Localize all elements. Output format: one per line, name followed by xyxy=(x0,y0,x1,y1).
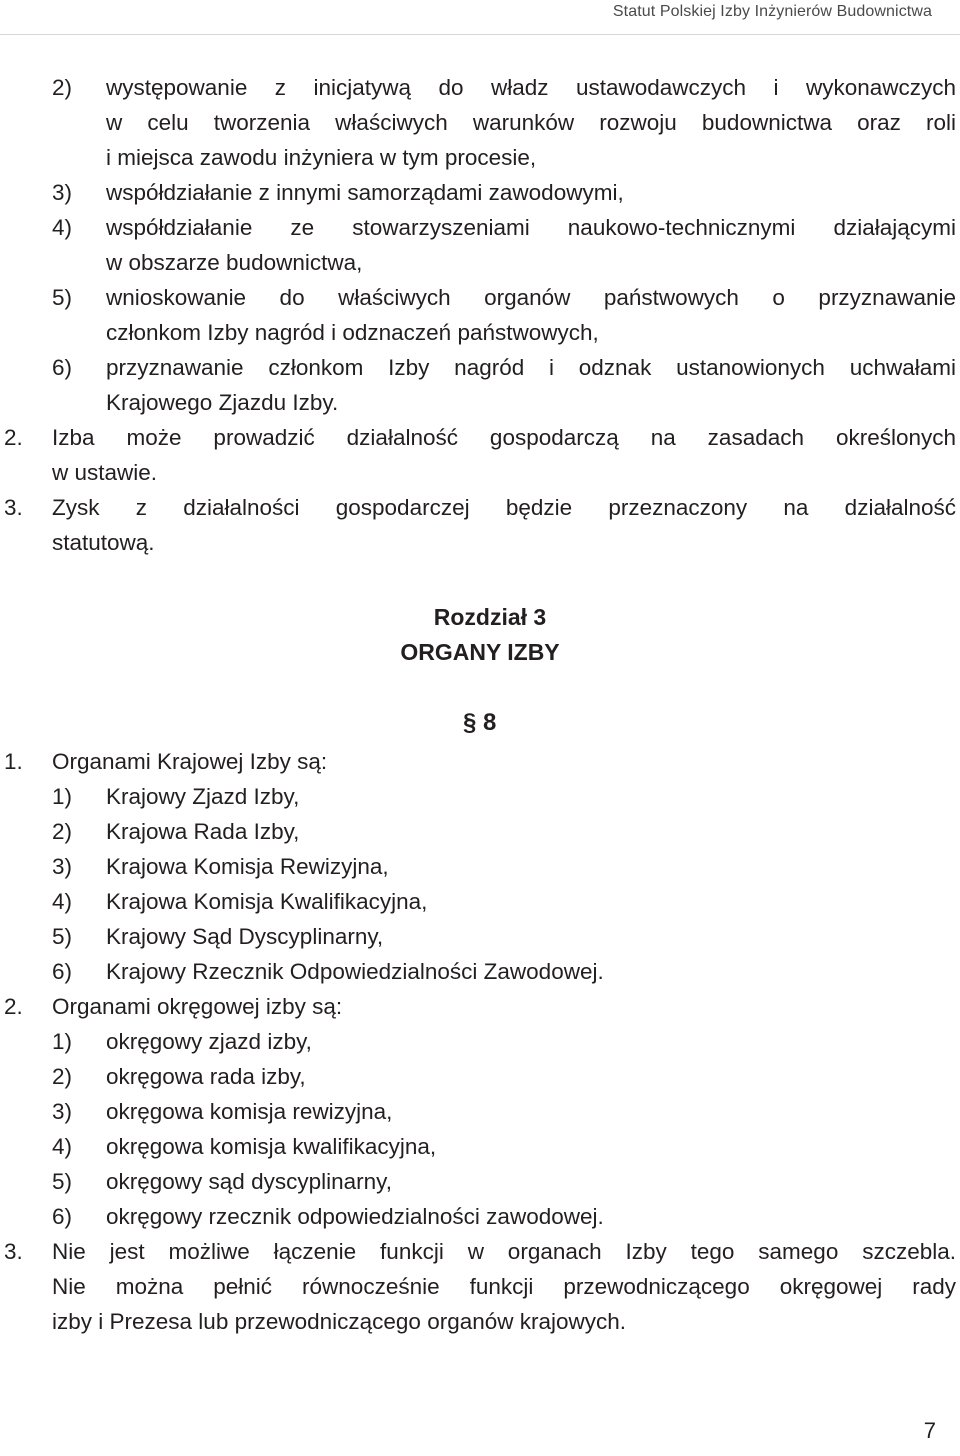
list-item-number: 2) xyxy=(52,75,73,100)
list-item-text-line: współdziałanie ze stowarzyszeniami naukowo-technicznymi działającymi xyxy=(106,215,956,240)
organ-list-number: 6) xyxy=(52,959,73,984)
organ-list-item: okręgowa komisja kwalifikacyjna, xyxy=(106,1134,437,1159)
list-item-text-line: i miejsca zawodu inżyniera w tym procesie, xyxy=(106,145,537,170)
paragraph-symbol: § 8 xyxy=(463,709,497,736)
page-number: 7 xyxy=(923,1418,936,1443)
organ-list-item: Krajowa Komisja Kwalifikacyjna, xyxy=(106,889,428,914)
organ-list-item: okręgowy rzecznik odpowiedzialności zawodowej. xyxy=(106,1204,604,1229)
list-item-text-line: w celu tworzenia właściwych warunków rozwoju budownictwa oraz roli xyxy=(106,110,956,135)
header-divider xyxy=(0,34,960,35)
section-text-line: Zysk z działalności gospodarczej będzie przeznaczony na działalność xyxy=(52,495,956,520)
organ-list-item: Krajowy Sąd Dyscyplinarny, xyxy=(106,924,384,949)
list-item-text-line: przyznawanie członkom Izby nagród i odznak ustanowionych uchwałami xyxy=(106,355,956,380)
section-text-line: w ustawie. xyxy=(52,460,158,485)
section-number: 3. xyxy=(4,1239,23,1264)
organ-list-number: 4) xyxy=(52,889,73,914)
section-text-line: Nie jest możliwe łączenie funkcji w organach Izby tego samego szczebla. xyxy=(52,1239,956,1264)
organ-list-item: okręgowy zjazd izby, xyxy=(106,1029,312,1054)
list-item-text-line: w obszarze budownictwa, xyxy=(106,250,363,275)
list-item-number: 4) xyxy=(52,215,73,240)
section-text-line: Izba może prowadzić działalność gospodarczą na zasadach określonych xyxy=(52,425,956,450)
list-item-text-line: współdziałanie z innymi samorządami zawodowymi, xyxy=(106,180,624,205)
section-number: 2. xyxy=(4,425,23,450)
chapter-title: Rozdział 3 xyxy=(433,604,547,630)
section-intro: Organami Krajowej Izby są: xyxy=(52,749,328,774)
list-item-number: 3) xyxy=(52,180,73,205)
section-number: 1. xyxy=(4,749,23,774)
organ-list-number: 5) xyxy=(52,924,73,949)
organ-list-number: 1) xyxy=(52,784,73,809)
organ-list-item: Krajowy Rzecznik Odpowiedzialności Zawodowej. xyxy=(106,959,604,984)
organ-list-item: Krajowa Rada Izby, xyxy=(106,819,300,844)
section-intro: Organami okręgowej izby są: xyxy=(52,994,343,1019)
organ-list-item: okręgowa rada izby, xyxy=(106,1064,306,1089)
list-item-number: 5) xyxy=(52,285,73,310)
list-item-text-line: wnioskowanie do właściwych organów państwowych o przyznawanie xyxy=(106,285,956,310)
organ-list-item: Krajowy Zjazd Izby, xyxy=(106,784,300,809)
list-item-text-line: występowanie z inicjatywą do władz ustawodawczych i wykonawczych xyxy=(106,75,956,100)
organ-list-item: okręgowy sąd dyscyplinarny, xyxy=(106,1169,392,1194)
organ-list-number: 3) xyxy=(52,854,73,879)
organ-list-number: 3) xyxy=(52,1099,73,1124)
running-header: Statut Polskiej Izby Inżynierów Budownictwa xyxy=(612,3,932,20)
list-item-text-line: Krajowego Zjazdu Izby. xyxy=(106,390,339,415)
organ-list-number: 6) xyxy=(52,1204,73,1229)
section-text-line: Nie można pełnić równocześnie funkcji przewodniczącego okręgowej rady xyxy=(52,1274,956,1299)
organ-list-item: Krajowa Komisja Rewizyjna, xyxy=(106,854,389,879)
section-number: 2. xyxy=(4,994,23,1019)
organ-list-number: 2) xyxy=(52,819,73,844)
organ-list-number: 2) xyxy=(52,1064,73,1089)
chapter-subtitle: ORGANY IZBY xyxy=(400,639,560,665)
organ-list-number: 4) xyxy=(52,1134,73,1159)
section-number: 3. xyxy=(4,495,23,520)
organ-list-number: 1) xyxy=(52,1029,73,1054)
section-text-line: statutową. xyxy=(52,530,155,555)
organ-list-number: 5) xyxy=(52,1169,73,1194)
list-item-number: 6) xyxy=(52,355,73,380)
section-text-line: izby i Prezesa lub przewodniczącego organów krajowych. xyxy=(52,1309,627,1334)
list-item-text-line: członkom Izby nagród i odznaczeń państwowych, xyxy=(106,320,599,345)
organ-list-item: okręgowa komisja rewizyjna, xyxy=(106,1099,393,1124)
